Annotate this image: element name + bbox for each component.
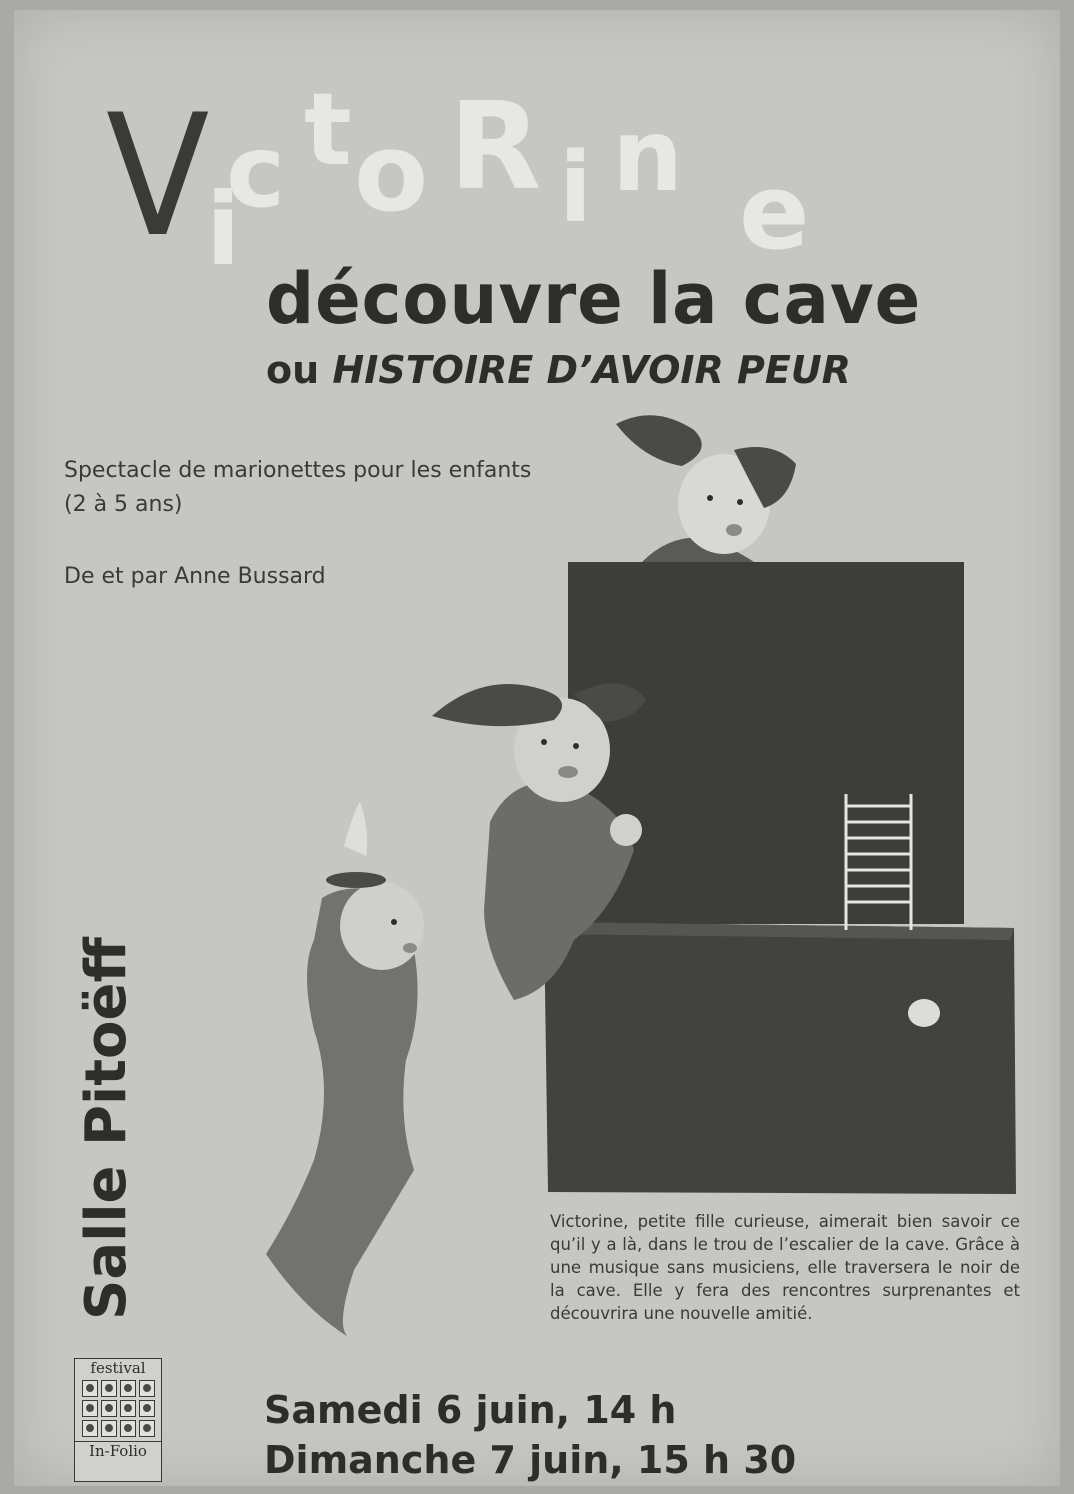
age-range: (2 à 5 ans): [64, 492, 183, 517]
puppet-bottom-icon: [266, 802, 424, 1338]
logo-top-label: festival: [90, 1359, 146, 1377]
logo-bottom-label: In-Folio: [75, 1441, 161, 1460]
poster-title: découvre la cave: [266, 258, 922, 340]
date-sunday: Dimanche 7 juin, 15 h 30: [264, 1438, 797, 1482]
festival-logo: [74, 1358, 162, 1482]
author-credit: De et par Anne Bussard: [64, 564, 326, 589]
venue-name: Salle Pitoëff: [74, 937, 139, 1320]
poster-sheet: V i c t o R i n e découvre la cave ou HISTOIRE D’AVOIR PEUR Spectacle de marionettes pour les enfants (2 à 5 ans) De et par Anne Bussard Salle Pitoëff Victorine, petite fille curieuse, aimerait bien savoir ce qu’il y a là, dans le trou de l’escalier de la cave. Grâce à une musique sans musiciens, elle traversera le noir de la cave. Elle y fera des rencontres surprenantes et découvrira une nouvelle amitié. Samedi 6 juin, 14 h Dimanche 7 juin, 15 h 30 festival In-Folio: [14, 10, 1060, 1486]
date-saturday: Samedi 6 juin, 14 h: [264, 1388, 677, 1432]
subtitle-prefix: ou: [266, 348, 320, 392]
description: Victorine, petite fille curieuse, aimerait bien savoir ce qu’il y a là, dans le trou de l’escalier de la cave. Grâce à une musique sans musiciens, elle traversera le noir de la cave. Elle y fera des rencontres surprenantes et découvrira une nouvelle amitié.: [550, 1212, 1020, 1323]
show-type: Spectacle de marionettes pour les enfants: [64, 458, 532, 483]
puppet-top-icon: [616, 415, 796, 562]
subtitle-italic: HISTOIRE D’AVOIR PEUR: [332, 348, 851, 392]
